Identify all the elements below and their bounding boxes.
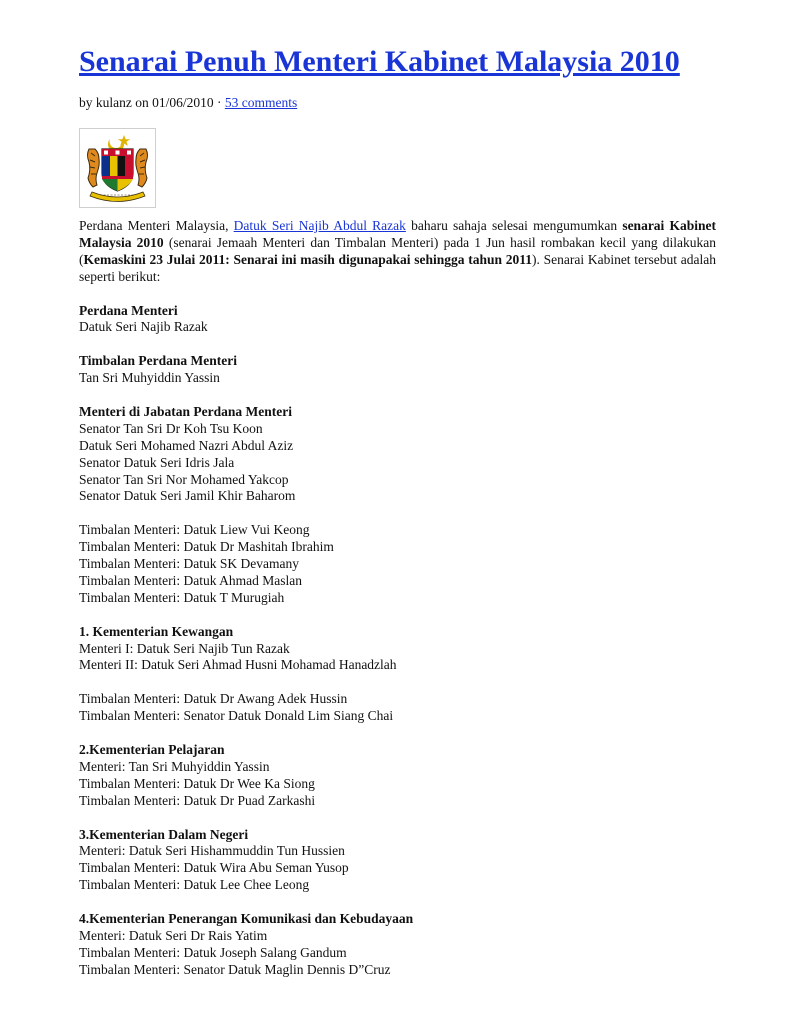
list-item: Senator Tan Sri Dr Koh Tsu Koon [79, 420, 263, 436]
list-item: Timbalan Menteri: Datuk Liew Vui Keong [79, 522, 310, 538]
section-heading: Timbalan Perdana Menteri [79, 353, 237, 369]
list-item: Tan Sri Muhyiddin Yassin [79, 370, 220, 386]
list-item: Timbalan Menteri: Senator Datuk Maglin Dennis D”Cruz [79, 961, 391, 977]
section-heading: 3.Kementerian Dalam Negeri [79, 826, 249, 842]
list-item: Timbalan Menteri: Datuk Dr Puad Zarkashi [79, 792, 316, 808]
list-item: Senator Tan Sri Nor Mohamed Yakcop [79, 471, 289, 487]
section-heading: 1. Kementerian Kewangan [79, 623, 234, 639]
section-pelajaran [79, 742, 716, 810]
list-item: Timbalan Menteri: Senator Datuk Donald Lim Siang Chai [79, 708, 394, 724]
list-item: Timbalan Menteri: Datuk Dr Wee Ka Siong [79, 775, 315, 791]
list-item: Timbalan Menteri: Datuk SK Devamany [79, 556, 299, 572]
list-item: Menteri: Datuk Seri Hishammuddin Tun Hussien [79, 843, 345, 859]
list-item: Senator Datuk Seri Idris Jala [79, 454, 235, 470]
list-item: Menteri I: Datuk Seri Najib Tun Razak [79, 640, 290, 656]
intro-text: baharu sahaja selesai mengumumkan [405, 218, 623, 233]
list-item: Datuk Seri Mohamed Nazri Abdul Aziz [79, 437, 294, 453]
article-body [79, 218, 716, 979]
update-note: Kemaskini 23 Julai 2011: Senarai ini masih digunapakai sehingga tahun 2011 [83, 251, 532, 267]
section-heading: 4.Kementerian Penerangan Komunikasi dan Kebudayaan [79, 911, 414, 927]
intro-text: (senarai Jemaah Menteri dan Timbalan Menteri) pada 1 Jun hasil rombakan kecil yang dilakukan ( [79, 234, 717, 267]
byline [79, 95, 297, 111]
intro-bold: senarai Kabinet Malaysia 2010 [79, 218, 717, 250]
byline-author-date: by kulanz on 01/06/2010 · [79, 95, 225, 110]
list-item: Timbalan Menteri: Datuk Lee Chee Leong [79, 877, 310, 893]
list-item: Timbalan Menteri: Datuk Ahmad Maslan [79, 572, 302, 588]
section-heading: Perdana Menteri [79, 302, 178, 318]
section-perdana-menteri [79, 303, 716, 337]
coat-of-arms-icon [79, 128, 156, 208]
list-item: Timbalan Menteri: Datuk Dr Mashitah Ibrahim [79, 539, 334, 555]
list-item: Timbalan Menteri: Datuk T Murugiah [79, 589, 285, 605]
section-heading: Menteri di Jabatan Perdana Menteri [79, 403, 292, 419]
section-kewangan [79, 624, 716, 725]
list-item: Senator Datuk Seri Jamil Khir Baharom [79, 488, 296, 504]
list-item: Menteri II: Datuk Seri Ahmad Husni Mohamad Hanadzlah [79, 657, 397, 673]
pm-link[interactable]: Datuk Seri Najib Abdul Razak [233, 218, 406, 233]
spacer [79, 674, 716, 691]
list-item: Timbalan Menteri: Datuk Wira Abu Seman Yusop [79, 860, 349, 876]
intro-text: ). Senarai Kabinet tersebut adalah seperti berikut: [79, 251, 716, 284]
spacer [79, 505, 716, 522]
article-title[interactable]: Senarai Penuh Menteri Kabinet Malaysia 2010 [79, 45, 680, 78]
list-item: Timbalan Menteri: Datuk Joseph Salang Gandum [79, 944, 347, 960]
list-item: Menteri: Tan Sri Muhyiddin Yassin [79, 758, 270, 774]
comments-link[interactable]: 53 comments [224, 95, 298, 110]
list-item: Timbalan Menteri: Datuk Dr Awang Adek Hussin [79, 691, 348, 707]
section-penerangan [79, 911, 716, 979]
section-jabatan-perdana-menteri [79, 404, 716, 607]
list-item: Datuk Seri Najib Razak [79, 319, 208, 335]
intro-paragraph [79, 218, 716, 286]
intro-text: Perdana Menteri Malaysia, [79, 218, 234, 233]
section-dalam-negeri [79, 827, 716, 895]
list-item: Menteri: Datuk Seri Dr Rais Yatim [79, 927, 268, 943]
section-heading: 2.Kementerian Pelajaran [79, 741, 225, 757]
section-timbalan-perdana-menteri [79, 353, 716, 387]
